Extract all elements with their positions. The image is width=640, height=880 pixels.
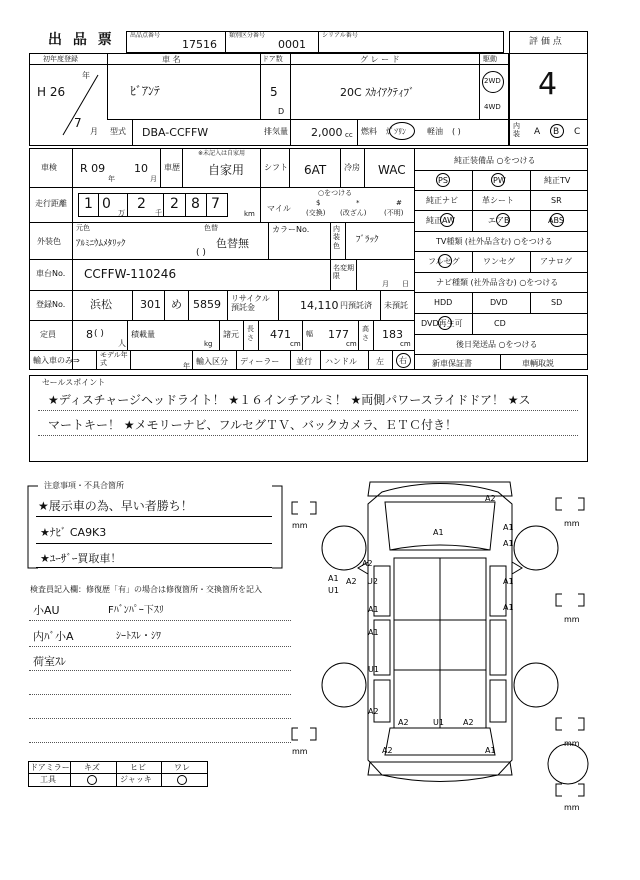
len-cm: cm bbox=[290, 340, 301, 348]
diesel-paren: ( ) bbox=[452, 127, 461, 136]
mileage-sym3: # bbox=[396, 199, 402, 207]
shift-value: 6AT bbox=[304, 163, 327, 177]
inspection-label: 車検 bbox=[41, 163, 57, 172]
svg-text:A2: A2 bbox=[368, 707, 379, 716]
mileage-mile: マイル bbox=[267, 204, 291, 213]
legend-scratch: キズ bbox=[84, 763, 100, 772]
rating-value: 4 bbox=[538, 67, 558, 102]
notes-line3: ★ﾕｰｻﾞｰ買取車！ bbox=[40, 552, 122, 565]
model-year-label: モデル年式 bbox=[100, 351, 128, 367]
model-value: DBA-CCFFW bbox=[142, 126, 209, 139]
len-label: 長さ bbox=[247, 325, 254, 343]
notes-line1: ★展示車の為、早い者勝ち！ bbox=[38, 499, 193, 513]
wid-label: 幅 bbox=[306, 330, 313, 338]
wid-value: 177 bbox=[328, 328, 349, 341]
model-label: 型式 bbox=[110, 127, 126, 136]
repaint-label: 色替 bbox=[204, 224, 218, 232]
grade-label: グ レ ー ド bbox=[360, 55, 400, 64]
mileage-d2: 0 bbox=[102, 196, 111, 212]
legend-crack: ヒビ bbox=[130, 763, 146, 772]
equip-leather: 革シート bbox=[482, 196, 514, 205]
tool-circle bbox=[87, 775, 97, 785]
load-label: 積載量 bbox=[131, 330, 155, 339]
shift-label: シフト bbox=[264, 163, 288, 172]
class-number: 0001 bbox=[278, 38, 306, 51]
handle-left: 左 bbox=[376, 357, 384, 366]
hgt-value: 183 bbox=[382, 328, 403, 341]
inspector-1b: Fﾊﾞﾝﾊﾟｰ下ｽﾘ bbox=[108, 605, 164, 616]
svg-text:mm: mm bbox=[564, 519, 580, 528]
mileage-d5: 8 bbox=[191, 196, 200, 212]
interior-b: B bbox=[553, 127, 560, 137]
svg-text:U1: U1 bbox=[433, 718, 444, 727]
nav-cd: CD bbox=[494, 319, 506, 328]
drive-2wd: 2WD bbox=[484, 77, 501, 85]
mileage-km: km bbox=[244, 210, 255, 218]
ac-value: WAC bbox=[378, 163, 406, 177]
month-unit: 月 bbox=[90, 127, 98, 136]
mileage-d4: 2 bbox=[170, 196, 179, 212]
name-change-month: 月 bbox=[382, 280, 389, 288]
registration-number: 5859 bbox=[193, 298, 221, 311]
equip-airbag: エアB bbox=[488, 216, 510, 225]
grade-value: 20C ｽｶｲｱｸﾃｨﾌﾞ bbox=[340, 86, 415, 99]
svg-text:A2: A2 bbox=[485, 494, 496, 503]
year-unit: 年 bbox=[82, 71, 90, 80]
tv-analog: アナログ bbox=[540, 257, 572, 266]
rating-label: 評 価 点 bbox=[529, 37, 562, 47]
tv-fullseg-circle bbox=[438, 254, 452, 268]
legend-break: ワレ bbox=[174, 763, 190, 772]
svg-text:mm: mm bbox=[564, 615, 580, 624]
name-change-label: 名変期限 bbox=[333, 264, 354, 281]
repaint-value: 色替無 bbox=[216, 237, 249, 250]
svg-text:A1: A1 bbox=[503, 523, 514, 532]
nav-sd: SD bbox=[551, 298, 563, 307]
mileage-tick-note: ○をつける bbox=[318, 189, 353, 197]
equip-ps: PS bbox=[438, 176, 448, 185]
svg-text:A1: A1 bbox=[503, 539, 514, 548]
door-sub: D bbox=[278, 107, 285, 116]
chassis-value: CCFFW-110246 bbox=[84, 267, 177, 281]
nav-dvd: DVD bbox=[490, 298, 508, 307]
inspector-3: 荷室ｽﾚ bbox=[33, 655, 66, 668]
exhibit-label: 出品点番号 bbox=[130, 32, 161, 39]
recycle-label: リサイクル預託金 bbox=[231, 294, 270, 312]
mileage-man: 万 bbox=[118, 209, 125, 217]
equip-pw: PW bbox=[493, 176, 506, 185]
mileage-sym3-sub: (不明) bbox=[384, 209, 404, 217]
history-value: 自家用 bbox=[208, 163, 245, 177]
inspector-1a: 小AU bbox=[33, 604, 60, 617]
later-manual: 車輌取説 bbox=[522, 359, 554, 368]
svg-text:A1: A1 bbox=[328, 574, 339, 583]
svg-text:A1: A1 bbox=[503, 603, 514, 612]
history-label: 車歴 bbox=[164, 163, 180, 172]
inspection-era: R 09 bbox=[80, 162, 106, 175]
legend-jack: ジャッキ bbox=[120, 775, 152, 784]
orig-color: ｱﾙﾐﾆｳﾑﾒﾀﾘｯｸ bbox=[76, 239, 126, 249]
nav-dvd-play-circle bbox=[438, 316, 452, 330]
equip-abs: ABS bbox=[548, 216, 564, 225]
sales-label: セールスポイント bbox=[42, 378, 106, 387]
svg-text:A1: A1 bbox=[503, 577, 514, 586]
mileage-sym2-sub: (改ざん) bbox=[340, 209, 367, 217]
legend-mirror: ドアミラー bbox=[30, 763, 70, 772]
svg-text:A1: A1 bbox=[368, 628, 379, 637]
svg-text:U1: U1 bbox=[368, 665, 379, 674]
door-count: 5 bbox=[270, 85, 278, 99]
drive-label: 駆動 bbox=[483, 55, 497, 63]
recycle-value: 14,110 bbox=[300, 299, 339, 312]
chassis-label: 車台No. bbox=[36, 269, 66, 278]
sales-line2: マートキー！ ★メモリーナビ、フルセグＴＶ、バックカメラ、ＥＴＣ付き！ bbox=[48, 418, 458, 432]
color-label: 外装色 bbox=[37, 237, 61, 246]
inspection-month-unit: 月 bbox=[150, 175, 157, 183]
fuel-value: ｶﾞｿﾘﾝ bbox=[386, 127, 406, 136]
recycle-unit: 円預託済 bbox=[340, 301, 372, 310]
repaint-paren: ( ) bbox=[196, 248, 206, 258]
inspector-label: 検査員記入欄：修復歴「有」の場合は修復箇所・交換箇所を記入 bbox=[30, 585, 262, 594]
equip-abs-circle bbox=[550, 213, 564, 227]
registration-class: 301 bbox=[140, 298, 161, 311]
equip-sr: SR bbox=[551, 196, 562, 205]
svg-text:A1: A1 bbox=[368, 605, 379, 614]
mileage-sym2: * bbox=[356, 199, 360, 207]
dims-label: 諸元 bbox=[223, 330, 239, 339]
tv-oneseg: ワンセグ bbox=[483, 257, 515, 266]
import-parallel: 並行 bbox=[296, 357, 312, 366]
svg-text:A2: A2 bbox=[382, 746, 393, 755]
import-label: 輸入車のみ⇒ bbox=[33, 356, 80, 365]
recycle-unpaid: 未預託 bbox=[384, 301, 408, 310]
first-reg-month: 7 bbox=[74, 116, 82, 130]
class-label: 類別区分番号 bbox=[229, 32, 266, 39]
displacement-value: 2,000 bbox=[311, 126, 343, 139]
jack-circle bbox=[177, 775, 187, 785]
form-title: 出 品 票 bbox=[48, 32, 115, 48]
handle-right: 右 bbox=[399, 356, 407, 365]
capacity-unit: 人 bbox=[118, 339, 126, 348]
wid-cm: cm bbox=[346, 340, 357, 348]
later-warranty: 新車保証書 bbox=[432, 359, 472, 368]
color-no-label: カラーNo. bbox=[272, 225, 310, 234]
later-title: 後日発送品 ○をつける bbox=[456, 340, 538, 349]
mileage-sym1-sub: (交換) bbox=[306, 209, 326, 217]
mileage-sym1: $ bbox=[316, 199, 321, 207]
fuel-label: 燃料 bbox=[361, 127, 377, 136]
mileage-d1: 1 bbox=[84, 196, 93, 212]
orig-color-label: 元色 bbox=[76, 224, 90, 232]
mileage-d3: 2 bbox=[137, 196, 146, 212]
import-dealer: ディーラー bbox=[240, 357, 280, 366]
capacity-value: 8 bbox=[86, 328, 93, 341]
capacity-label: 定員 bbox=[40, 330, 56, 339]
equip-aw-circle bbox=[440, 213, 454, 227]
hgt-label: 高さ bbox=[362, 325, 369, 343]
nav-hdd: HDD bbox=[434, 298, 453, 307]
svg-text:A1: A1 bbox=[433, 528, 444, 537]
name-label: 車 名 bbox=[162, 55, 181, 64]
equip-ps-circle bbox=[436, 173, 450, 187]
cc-unit: cc bbox=[345, 131, 353, 139]
equip-tv: 純正TV bbox=[544, 176, 571, 185]
svg-text:A2: A2 bbox=[362, 559, 373, 568]
svg-text:A2: A2 bbox=[346, 577, 357, 586]
svg-text:mm: mm bbox=[564, 739, 580, 748]
mileage-d6: 7 bbox=[211, 196, 220, 212]
svg-text:mm: mm bbox=[292, 521, 308, 530]
sales-line1: ★ディスチャージヘッドライト！ ★１６インチアルミ！ ★両側パワースライドドア！ ★ス bbox=[48, 393, 531, 407]
car-name: ﾋﾞｱﾝﾃ bbox=[130, 84, 161, 98]
registration-label: 登録No. bbox=[36, 300, 66, 309]
nav-dvd-play: DVD再生可 bbox=[421, 319, 463, 328]
model-year-unit: 年 bbox=[183, 362, 190, 370]
mileage-sen: 千 bbox=[155, 209, 162, 217]
handle-label: ハンドル bbox=[325, 357, 357, 366]
equip-pw-circle bbox=[491, 173, 505, 187]
displacement-label: 排気量 bbox=[264, 127, 288, 136]
history-note: ※未記入は自家用 bbox=[198, 150, 246, 157]
inspection-year-unit: 年 bbox=[108, 175, 115, 183]
equipment-title: 純正装備品 ○をつける bbox=[454, 156, 536, 165]
drive-4wd: 4WD bbox=[484, 103, 501, 111]
svg-text:A1: A1 bbox=[485, 746, 496, 755]
first-reg-era: H 26 bbox=[37, 85, 66, 99]
exhibit-number: 17516 bbox=[182, 38, 217, 51]
svg-text:A2: A2 bbox=[463, 718, 474, 727]
notes-line2: ★ﾅﾋﾞ CA9K3 bbox=[40, 526, 107, 539]
ac-label: 冷房 bbox=[344, 163, 360, 172]
svg-text:U2: U2 bbox=[367, 577, 378, 586]
len-value: 471 bbox=[270, 328, 291, 341]
capacity-paren: ( ) bbox=[94, 329, 104, 339]
svg-text:mm: mm bbox=[564, 803, 580, 810]
inspection-month: 10 bbox=[134, 162, 148, 175]
equip-airbag-circle bbox=[496, 213, 510, 227]
registration-kana: め bbox=[171, 298, 182, 311]
tv-title: TV種類 (社外品含む) ○をつける bbox=[436, 237, 553, 246]
notes-label: 注意事項・不具合箇所 bbox=[44, 481, 124, 490]
tv-fullseg: フルセグ bbox=[428, 257, 460, 266]
hgt-cm: cm bbox=[400, 340, 411, 348]
legend-tool: 工具 bbox=[40, 775, 56, 784]
equip-navi: 純正ナビ bbox=[426, 196, 458, 205]
date-slash bbox=[58, 70, 106, 140]
load-unit: kg bbox=[204, 340, 213, 348]
svg-text:U1: U1 bbox=[328, 586, 339, 595]
mileage-label: 走行距離 bbox=[35, 199, 67, 208]
diesel-label: 軽油 bbox=[427, 127, 443, 136]
doors-label: ドア数 bbox=[262, 55, 283, 63]
inspector-2a: 内ﾊﾞ小A bbox=[33, 630, 74, 643]
interior-c: C bbox=[574, 127, 581, 137]
serial-label: シリアル番号 bbox=[322, 32, 358, 39]
first-reg-label: 初年度登録 bbox=[43, 55, 78, 63]
name-change-day: 日 bbox=[402, 280, 409, 288]
svg-text:A2: A2 bbox=[398, 718, 409, 727]
car-diagram bbox=[290, 470, 600, 810]
interior-color: ﾌﾞﾗｯｸ bbox=[356, 235, 379, 245]
import-class-label: 輸入区分 bbox=[196, 357, 228, 366]
interior-label: 内装 bbox=[513, 122, 520, 138]
svg-text:mm: mm bbox=[292, 747, 308, 756]
inspector-2b: ｼｰﾄｽﾚ・ｼﾜ bbox=[116, 631, 161, 642]
equip-aw: 純正AW bbox=[426, 216, 455, 225]
nav-title: ナビ種類 (社外品含む) ○をつける bbox=[436, 278, 559, 287]
interior-color-label: 内装色 bbox=[333, 225, 340, 250]
interior-a: A bbox=[534, 127, 541, 137]
registration-area: 浜松 bbox=[90, 298, 112, 311]
